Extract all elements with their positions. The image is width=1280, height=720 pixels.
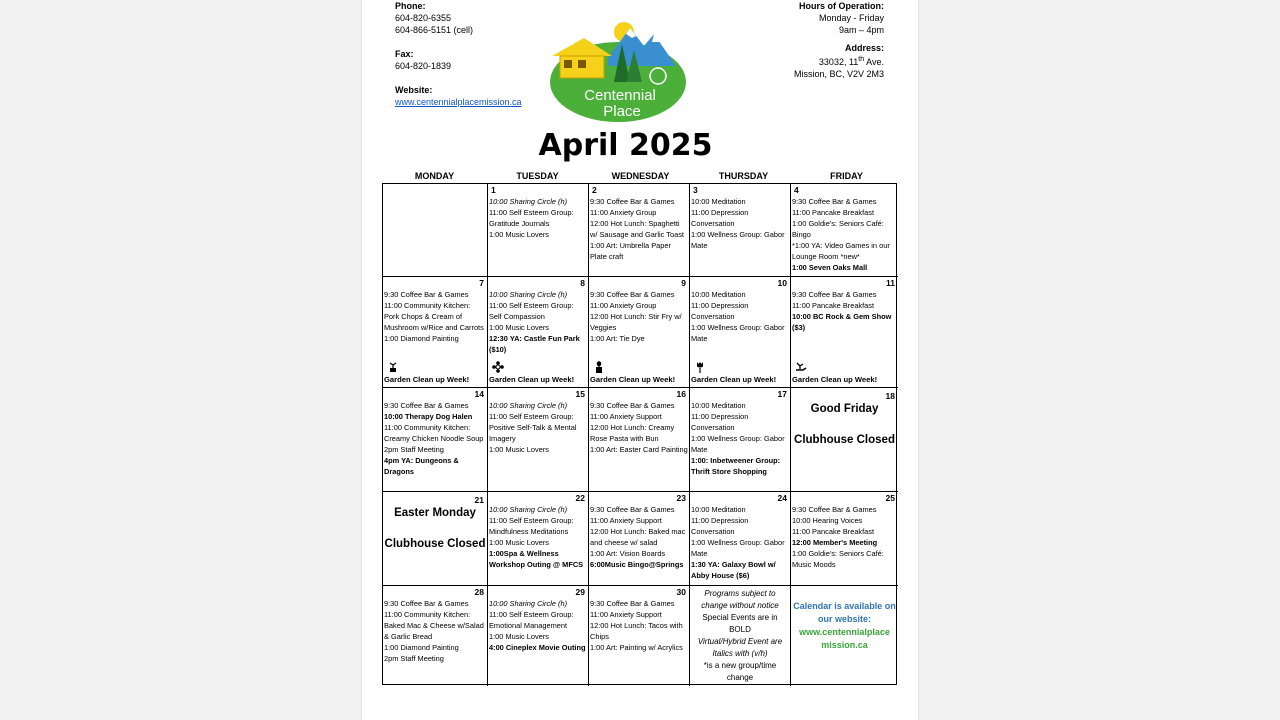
weekday-header-row xyxy=(383,171,898,181)
logo-text-2: Place xyxy=(603,103,641,120)
event-line: 11:00 Self Esteem Group: Mindfulness Meditations xyxy=(489,516,574,536)
day-cell-1 xyxy=(488,184,589,277)
garden-cleanup-label: Garden Clean up Week! xyxy=(590,375,676,384)
event-line: 9:30 Coffee Bar & Games xyxy=(384,290,469,299)
day-cell-22 xyxy=(488,492,589,586)
event-line: 1:00 Goldie's: Seniors Café: Bingo xyxy=(792,219,884,239)
event-line: 11:00 Self Esteem Group: Self Compassion xyxy=(489,301,574,321)
event-line: 10:00 Meditation xyxy=(691,197,746,206)
event-line: 11:00 Anxiety Support xyxy=(590,412,662,421)
day-number: 30 xyxy=(676,587,686,597)
holiday-name: Good Friday xyxy=(810,403,879,415)
event-line: 11:00 Anxiety Support xyxy=(590,610,662,619)
event-line: 11:00 Depression Conversation xyxy=(691,412,749,432)
day-cell-11 xyxy=(791,277,898,388)
day-cell-7 xyxy=(383,277,488,388)
event-line: 9:30 Coffee Bar & Games xyxy=(384,599,469,608)
empty-cell xyxy=(791,586,898,686)
event-line: 9:30 Coffee Bar & Games xyxy=(590,401,675,410)
day-number: 15 xyxy=(575,389,585,399)
event-line: 12:30 YA: Castle Fun Park ($10) xyxy=(489,334,580,354)
event-line: 2pm Staff Meeting xyxy=(384,654,444,663)
day-number: 8 xyxy=(580,278,585,288)
day-number: 24 xyxy=(777,493,787,503)
event-line: 1:00 Art: Vision Boards xyxy=(590,549,666,558)
event-line: 6:00Music Bingo@Springs xyxy=(590,560,684,569)
day-number: 7 xyxy=(479,278,484,288)
legend-note: Programs subject to change without notice xyxy=(701,589,779,610)
event-line: 1:00 Art: Easter Card Painting xyxy=(590,445,688,454)
day-cell-16 xyxy=(589,388,690,492)
hours-time: 9am – 4pm xyxy=(838,25,884,35)
event-line: 1:00 Diamond Painting xyxy=(384,643,459,652)
day-number: 14 xyxy=(474,389,484,399)
weekday-monday: MONDAY xyxy=(414,171,455,181)
event-line: 10:00 Meditation xyxy=(691,290,746,299)
day-number: 25 xyxy=(885,493,895,503)
event-line: 11:00 Pancake Breakfast xyxy=(792,208,875,217)
day-cell-25 xyxy=(791,492,898,586)
event-line: 4:00 Cineplex Movie Outing xyxy=(489,643,586,652)
day-number: 28 xyxy=(474,587,484,597)
address-line-2: Mission, BC, V2V 2M3 xyxy=(793,69,884,79)
website-link[interactable]: www.centennialplacemission.ca xyxy=(395,97,522,107)
day-number: 18 xyxy=(885,391,895,401)
event-line: 11:00 Anxiety Support xyxy=(590,516,662,525)
legend-note: *is a new group/time change xyxy=(703,661,777,682)
day-number: 16 xyxy=(676,389,686,399)
hours-label: Hours of Operation: xyxy=(799,1,884,11)
event-line: 11:00 Self Esteem Group: Emotional Management xyxy=(489,610,574,630)
event-line: 11:00 Community Kitchen: Creamy Chicken Noodle Soup xyxy=(384,423,484,443)
closed-notice: Clubhouse Closed xyxy=(384,538,486,550)
event-line: 11:00 Anxiety Group xyxy=(590,301,657,310)
day-number: 29 xyxy=(575,587,585,597)
event-line: 12:00 Hot Lunch: Creamy Rose Pasta with Bun xyxy=(590,423,675,443)
day-number: 4 xyxy=(794,185,799,195)
day-cell-8 xyxy=(488,277,589,388)
event-line: 1:00 Art: Painting w/ Acrylics xyxy=(590,643,683,652)
weekday-wednesday: WEDNESDAY xyxy=(611,171,670,181)
day-number: 22 xyxy=(575,493,585,503)
event-line: 10:00 Meditation xyxy=(691,401,746,410)
hours-days: Monday - Friday xyxy=(818,13,884,23)
event-line: 12:00 Hot Lunch: Spaghetti w/ Sausage and Garlic Toast xyxy=(590,219,684,239)
legend-note: Virtual/Hybrid Event are Italics with (v/h) xyxy=(697,637,783,658)
empty-cell xyxy=(383,184,488,277)
event-line: 10:00 Meditation xyxy=(691,505,746,514)
day-number: 10 xyxy=(777,278,787,288)
event-line: *1:00 YA: Video Games in our Lounge Room *new* xyxy=(792,241,890,261)
event-line: 10:00 Hearing Voices xyxy=(792,516,863,525)
event-line: 10:00 Sharing Circle (h) xyxy=(489,290,568,299)
event-line: 10:00 Sharing Circle (h) xyxy=(489,401,568,410)
centennial-place-logo xyxy=(548,20,688,124)
logo-text-1: Centennial xyxy=(584,87,656,104)
event-line: 1:00 Music Lovers xyxy=(489,445,549,454)
day-cell-17 xyxy=(690,388,791,492)
day-cell-24 xyxy=(690,492,791,586)
event-line: 2pm Staff Meeting xyxy=(384,445,444,454)
month-title: April 2025 xyxy=(538,128,713,163)
event-line: 10:00 Sharing Circle (h) xyxy=(489,197,568,206)
flower-icon xyxy=(492,361,504,373)
calendar-document xyxy=(362,0,918,720)
day-number: 17 xyxy=(777,389,787,399)
event-line: 1:00 Wellness Group: Gabor Mate xyxy=(691,230,785,250)
day-cell-29 xyxy=(488,586,589,686)
day-cell-18 xyxy=(791,388,898,492)
event-line: 11:00 Depression Conversation xyxy=(691,208,749,228)
weekday-friday: FRIDAY xyxy=(830,171,863,181)
event-line: 10:00 Sharing Circle (h) xyxy=(489,599,568,608)
event-line: 9:30 Coffee Bar & Games xyxy=(590,290,675,299)
day-cell-2 xyxy=(589,184,690,277)
event-line: 1:00 Seven Oaks Mall xyxy=(792,263,868,272)
event-line: 1:00 Music Lovers xyxy=(489,632,549,641)
phone-label: Phone: xyxy=(395,1,426,11)
day-number: 9 xyxy=(681,278,686,288)
event-line: 12:00 Hot Lunch: Stir Fry w/ Veggies xyxy=(590,312,682,332)
event-line: 1:00 Art: Tie Dye xyxy=(590,334,645,343)
weekday-tuesday: TUESDAY xyxy=(516,171,559,181)
event-line: 10:00 Therapy Dog Halen xyxy=(384,412,473,421)
event-line: 11:00 Depression Conversation xyxy=(691,301,749,321)
event-line: 9:30 Coffee Bar & Games xyxy=(384,401,469,410)
event-line: 1:00 Wellness Group: Gabor Mate xyxy=(691,323,785,343)
event-line: 9:30 Coffee Bar & Games xyxy=(792,290,877,299)
event-line: 9:30 Coffee Bar & Games xyxy=(590,599,675,608)
event-line: 10:00 Sharing Circle (h) xyxy=(489,505,568,514)
day-number: 11 xyxy=(886,278,895,288)
day-cell-10 xyxy=(690,277,791,388)
event-line: 1:00 Art: Umbrella Paper Plate craft xyxy=(590,241,671,261)
address-label: Address: xyxy=(844,43,884,53)
event-line: 1:00: Inbetweener Group: Thrift Store Shopping xyxy=(691,456,781,476)
sprout-hand-icon xyxy=(795,361,807,373)
event-line: 11:00 Pancake Breakfast xyxy=(792,527,875,536)
event-line: 11:00 Depression Conversation xyxy=(691,516,749,536)
day-cell-23 xyxy=(589,492,690,586)
day-number: 1 xyxy=(491,185,496,195)
event-line: 1:00 Music Lovers xyxy=(489,230,549,239)
event-line: 9:30 Coffee Bar & Games xyxy=(792,197,877,206)
event-line: 12:00 Member's Meeting xyxy=(792,538,878,547)
closed-notice: Clubhouse Closed xyxy=(794,434,895,446)
day-number: 2 xyxy=(592,185,597,195)
contact-block xyxy=(395,0,565,108)
event-line: 1:00 Goldie's: Seniors Café: Music Moods xyxy=(792,549,884,569)
event-line: 1:00 Wellness Group: Gabor Mate xyxy=(691,538,785,558)
event-line: 11:00 Community Kitchen: Pork Chops & Cream of Mushroom w/Rice and Carrots xyxy=(384,301,484,332)
website-label: Website: xyxy=(395,85,433,95)
calendar-grid xyxy=(382,183,897,685)
phone-number: 604-820-6355 xyxy=(395,13,452,23)
event-line: 11:00 Self Esteem Group: Positive Self-Talk & Mental Imagery xyxy=(489,412,577,443)
potted-plant-icon xyxy=(387,361,399,373)
plant-pot-icon xyxy=(593,361,605,373)
event-line: 1:00 Music Lovers xyxy=(489,323,549,332)
event-line: 9:30 Coffee Bar & Games xyxy=(590,505,675,514)
garden-cleanup-label: Garden Clean up Week! xyxy=(792,375,878,384)
tulip-icon xyxy=(694,361,706,373)
day-cell-30 xyxy=(589,586,690,686)
event-line: 4pm YA: Dungeons & Dragons xyxy=(384,456,459,476)
event-line: 9:30 Coffee Bar & Games xyxy=(792,505,877,514)
fax-label: Fax: xyxy=(395,49,414,59)
fax-number: 604-820-1839 xyxy=(395,61,452,71)
address-line-1: 33032, 11th Ave. xyxy=(818,56,884,67)
holiday-name: Easter Monday xyxy=(394,507,476,519)
event-line: 10:00 BC Rock & Gem Show ($3) xyxy=(792,312,892,332)
garden-cleanup-label: Garden Clean up Week! xyxy=(489,375,575,384)
day-number: 3 xyxy=(693,185,698,195)
cell-number: 604-866-5151 (cell) xyxy=(395,25,474,35)
event-line: 1:00 Diamond Painting xyxy=(384,334,459,343)
event-line: 11:00 Community Kitchen: Baked Mac & Cheese w/Salad & Garlic Bread xyxy=(384,610,484,641)
garden-cleanup-label: Garden Clean up Week! xyxy=(691,375,777,384)
calendar-website-link[interactable]: www.centennialplace mission.ca xyxy=(799,627,890,650)
garden-cleanup-label: Garden Clean up Week! xyxy=(384,375,470,384)
empty-cell xyxy=(690,586,791,686)
day-number: 21 xyxy=(474,495,484,505)
day-cell-3 xyxy=(690,184,791,277)
event-line: 1:00 Music Lovers xyxy=(489,538,549,547)
day-cell-4 xyxy=(791,184,898,277)
event-line: 9:30 Coffee Bar & Games xyxy=(590,197,675,206)
event-line: 1:00Spa & Wellness Workshop Outing @ MFCS xyxy=(489,549,584,569)
event-line: 11:00 Self Esteem Group: Gratitude Journals xyxy=(489,208,574,228)
event-line: 1:30 YA: Galaxy Bowl w/ Abby House ($6) xyxy=(691,560,776,580)
calendar-availability-text: Calendar is available on our website: xyxy=(793,601,896,624)
day-cell-14 xyxy=(383,388,488,492)
weekday-thursday: THURSDAY xyxy=(718,171,769,181)
event-line: 11:00 Anxiety Group xyxy=(590,208,657,217)
day-cell-15 xyxy=(488,388,589,492)
day-cell-21 xyxy=(383,492,488,586)
legend-note: Special Events are in BOLD xyxy=(702,613,778,634)
hours-address-block xyxy=(734,0,884,80)
day-cell-9 xyxy=(589,277,690,388)
day-number: 23 xyxy=(676,493,686,503)
event-line: 12:00 Hot Lunch: Baked mac and cheese w/ salad xyxy=(590,527,686,547)
event-line: 12:00 Hot Lunch: Tacos with Chips xyxy=(590,621,683,641)
event-line: 1:00 Wellness Group: Gabor Mate xyxy=(691,434,785,454)
day-cell-28 xyxy=(383,586,488,686)
event-line: 11:00 Pancake Breakfast xyxy=(792,301,875,310)
